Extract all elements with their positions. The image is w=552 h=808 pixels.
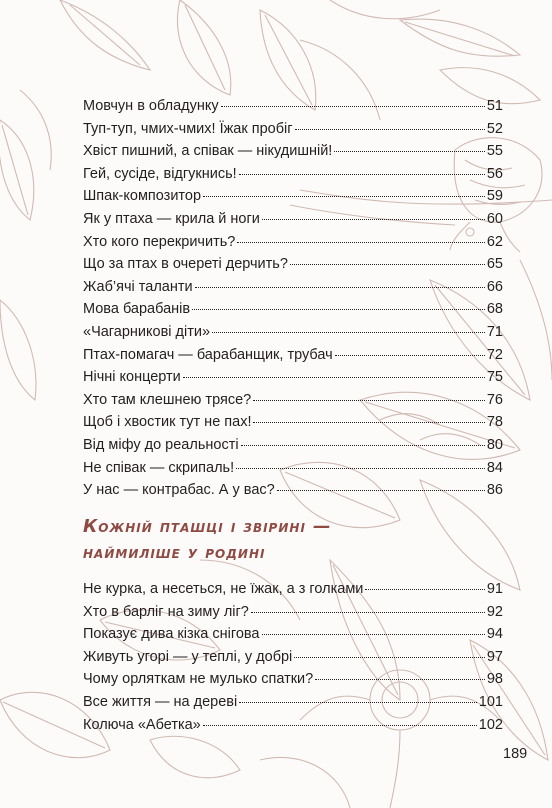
dot-leader [294, 657, 485, 658]
toc-entry-title: Птах-помагач — барабанщик, трубач [83, 346, 333, 363]
dot-leader [212, 332, 485, 333]
dot-leader [295, 129, 485, 130]
dot-leader [290, 264, 485, 265]
toc-entry[interactable] [83, 389, 503, 412]
toc-entry[interactable] [83, 691, 503, 714]
dot-leader [203, 725, 477, 726]
toc-entry-title: Хто там клешнею трясе? [83, 391, 252, 408]
dot-leader [239, 702, 477, 703]
toc-entry-page: 72 [486, 346, 503, 363]
toc-entry-page: 78 [486, 414, 503, 431]
dot-leader [277, 490, 485, 491]
toc-entry[interactable] [83, 118, 503, 141]
section-heading [83, 514, 523, 566]
toc-entry-page: 55 [486, 143, 503, 160]
toc-entry[interactable] [83, 411, 503, 434]
toc-entry[interactable] [83, 321, 503, 344]
dot-leader [334, 151, 485, 152]
toc-entry-page: 101 [478, 693, 503, 710]
toc-entry[interactable] [83, 231, 503, 254]
dot-leader [239, 174, 485, 175]
toc-list-part1 [83, 95, 503, 502]
toc-entry-title: Показує дива кізка снігова [83, 626, 260, 643]
dot-leader [315, 679, 485, 680]
toc-entry-page: 75 [486, 369, 503, 386]
toc-entry-page: 94 [486, 626, 503, 643]
toc-entry-title: Хвіст пишний, а співак — нікудишній! [83, 143, 333, 160]
toc-entry-title: Як у птаха — крила й ноги [83, 210, 260, 227]
toc-entry-title: Не курка, а несеться, не їжак, а з голками [83, 581, 364, 597]
toc-entry[interactable] [83, 457, 503, 480]
toc-entry-page: 86 [486, 482, 503, 499]
toc-entry[interactable] [83, 253, 503, 276]
toc-entry[interactable] [83, 366, 503, 389]
toc-entry-title: Жаб’ячі таланти [83, 278, 193, 295]
toc-entry-page: 51 [486, 98, 503, 114]
toc-entry-title: Все життя — на дереві [83, 693, 238, 710]
section-heading-line1: Кожній пташці і звірині — [83, 517, 332, 537]
dot-leader [241, 445, 485, 446]
toc-entry-page: 56 [486, 165, 503, 182]
toc-entry-title: Мова барабанів [83, 301, 191, 318]
toc-entry[interactable] [83, 140, 503, 163]
dot-leader [195, 287, 485, 288]
dot-leader [221, 106, 485, 107]
toc-entry-page: 62 [486, 233, 503, 250]
toc-entry[interactable] [83, 185, 503, 208]
dot-leader [335, 355, 485, 356]
toc-entry-title: У нас — контрабас. А у вас? [83, 482, 275, 499]
dot-leader [251, 612, 485, 613]
toc-entry-page: 97 [486, 648, 503, 665]
toc-entry[interactable] [83, 344, 503, 367]
toc-entry-page: 98 [486, 671, 503, 688]
toc-entry-title: Шпак-композитор [83, 188, 202, 205]
dot-leader [262, 634, 485, 635]
toc-entry-page: 71 [486, 323, 503, 340]
toc-entry-title: Що за птах в очереті дерчить? [83, 256, 288, 273]
toc-entry[interactable] [83, 668, 503, 691]
dot-leader [237, 242, 485, 243]
toc-entry[interactable] [83, 601, 503, 624]
toc-entry[interactable] [83, 434, 503, 457]
dot-leader [236, 468, 485, 469]
dot-leader [253, 400, 485, 401]
toc-entry-page: 76 [486, 391, 503, 408]
dot-leader [203, 196, 485, 197]
toc-entry[interactable] [83, 479, 503, 502]
toc-entry[interactable] [83, 298, 503, 321]
toc-entry-title: Мовчун в обладунку [83, 98, 219, 114]
toc-entry-title: Живуть угорі — у теплі, у добрі [83, 648, 293, 665]
section-heading-line2: наймиліше у родині [83, 543, 266, 563]
dot-leader [262, 219, 485, 220]
toc-entry-title: Нічні концерти [83, 369, 181, 386]
toc-entry-title: Туп-туп, чмих-чмих! Їжак пробіг [83, 120, 293, 137]
toc-entry-page: 65 [486, 256, 503, 273]
toc-entry-page: 68 [486, 301, 503, 318]
toc-entry-title: Щоб і хвостик тут не пах! [83, 414, 252, 431]
page-number: 189 [503, 746, 528, 762]
toc-entry-page: 52 [486, 120, 503, 137]
toc-entry-page: 80 [486, 436, 503, 453]
toc-entry-title: Від міфу до реальності [83, 436, 239, 453]
toc-entry[interactable] [83, 276, 503, 299]
toc-entry-title: Колюча «Абетка» [83, 716, 201, 733]
toc-entry-title: Хто кого перекричить? [83, 233, 236, 250]
toc-entry[interactable] [83, 95, 503, 118]
toc-entry-page: 102 [478, 716, 503, 733]
toc-entry[interactable] [83, 623, 503, 646]
toc-list-part2 [83, 578, 503, 736]
toc-entry-title: Чому орляткам не мулько спатки? [83, 671, 314, 688]
toc-entry-page: 84 [486, 459, 503, 476]
toc-entry-title: Гей, сусіде, відгукнись! [83, 165, 237, 182]
toc-entry-page: 59 [486, 188, 503, 205]
dot-leader [183, 377, 485, 378]
toc-entry-page: 92 [486, 603, 503, 620]
toc-entry-page: 60 [486, 210, 503, 227]
toc-entry-page: 91 [486, 581, 503, 597]
toc-entry-page: 66 [486, 278, 503, 295]
toc-entry[interactable] [83, 208, 503, 231]
toc-entry-title: «Чагарникові діти» [83, 323, 211, 340]
toc-entry[interactable] [83, 163, 503, 186]
toc-entry[interactable] [83, 714, 503, 737]
toc-entry-title: Не співак — скрипаль! [83, 459, 235, 476]
dot-leader [192, 309, 485, 310]
toc-entry[interactable] [83, 578, 503, 601]
dot-leader [365, 589, 484, 590]
dot-leader [253, 422, 484, 423]
toc-entry-title: Хто в барліг на зиму ліг? [83, 603, 249, 620]
toc-entry[interactable] [83, 646, 503, 669]
